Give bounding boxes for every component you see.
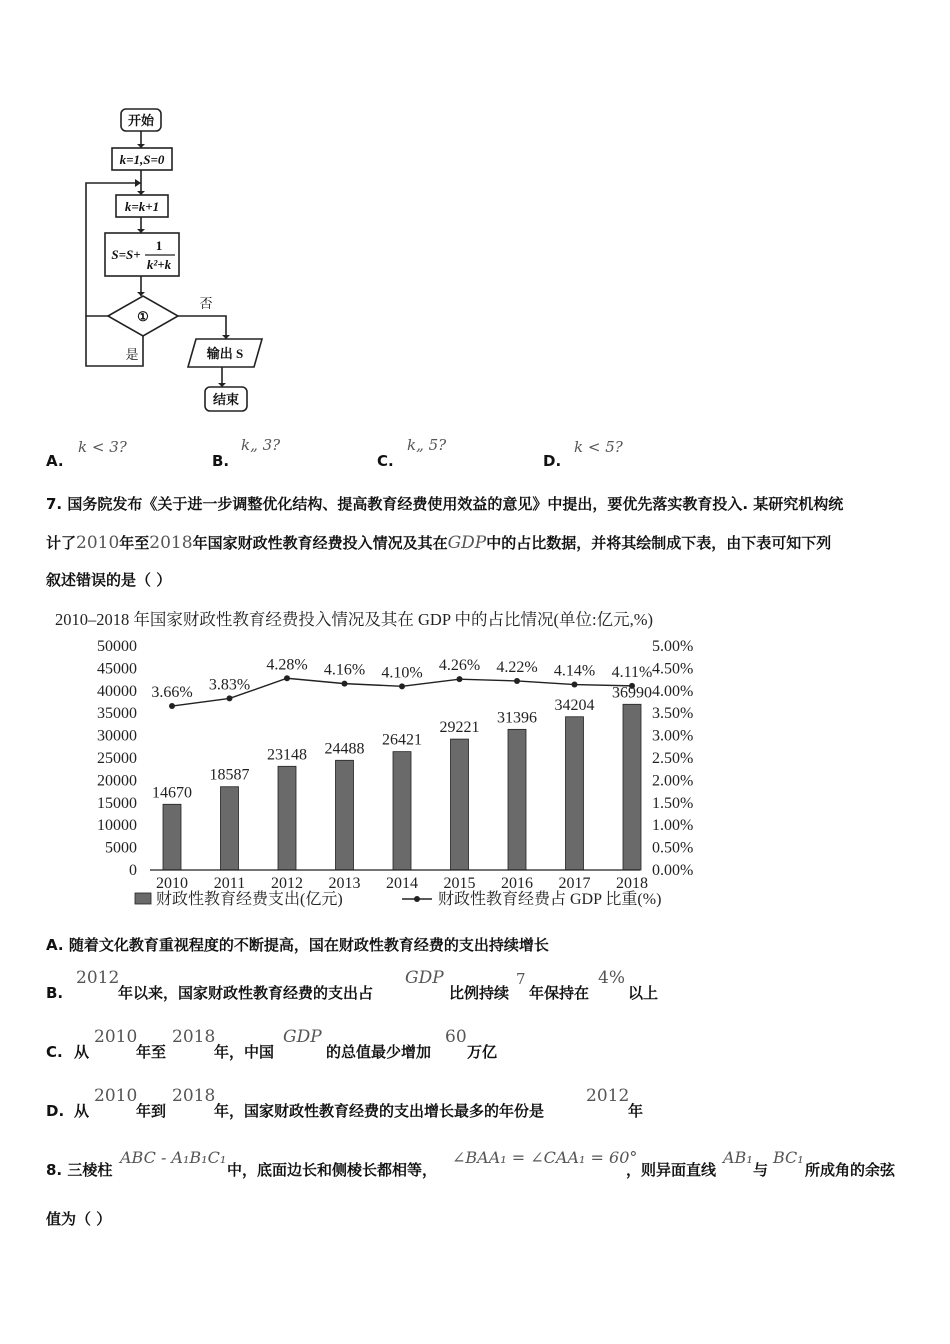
line-value-label: 4.22% (496, 658, 538, 676)
line-value-label: 4.10% (381, 664, 423, 682)
q7-option-c-text-1: 年至 (136, 1043, 167, 1061)
q6-option-b-expr: k„ 3? (241, 436, 281, 454)
q7-option-b-years: 7 (516, 970, 526, 988)
q8-text-3: 与 (753, 1161, 769, 1179)
flow-end-text: 结束 (212, 392, 240, 407)
right-axis-tick-label: 2.00% (652, 772, 694, 790)
flow-sum-den: k²+k (146, 257, 172, 272)
bar (278, 766, 296, 870)
line-value-label: 4.11% (611, 663, 653, 681)
q7-option-c-year-start: 2010 (94, 1027, 138, 1047)
q7-option-d-year-end: 2018 (172, 1086, 216, 1106)
q7-option-c-text-4: 万亿 (467, 1043, 498, 1061)
line-point (514, 678, 520, 684)
q7-line-3: 叙述错误的是（ ） (46, 571, 172, 589)
left-axis-tick-label: 35000 (97, 705, 137, 723)
q7-option-c-label: C. (46, 1043, 63, 1061)
q8-angles: ∠BAA₁ = ∠CAA₁ = 60° (452, 1148, 638, 1167)
right-axis-tick-label: 4.50% (652, 660, 694, 678)
chart-legend (135, 890, 661, 908)
q8-text-2: ，则异面直线 (626, 1161, 717, 1179)
q7-option-c-amount: 60 (445, 1027, 467, 1047)
left-axis-tick-label: 50000 (97, 638, 137, 655)
legend-line-label: 财政性教育经费占 GDP 比重(%) (438, 891, 662, 908)
q7-option-b-year: 2012 (76, 968, 120, 988)
q6-option-a-expr: k < 3? (78, 438, 127, 456)
flow-output-text: 输出 S (206, 346, 244, 361)
q8-line-2: 值为（ ） (46, 1210, 112, 1228)
legend-line-marker (414, 896, 420, 902)
q6-option-c-label: C. (377, 452, 394, 470)
flow-sum-prefix: S=S+ (111, 247, 141, 262)
line-value-label: 4.16% (323, 661, 366, 679)
q7-text: 年至 (119, 534, 150, 552)
q7-option-c-text-3: 的总值最少增加 (326, 1043, 432, 1061)
bar-value-label: 29221 (439, 719, 480, 737)
bar-value-label: 26421 (382, 731, 422, 749)
bar (163, 804, 181, 870)
line-point (227, 695, 233, 701)
x-axis-tick-label: 2010 (156, 875, 188, 892)
bar-value-label: 14670 (152, 784, 192, 802)
q7-line-1: 7. 国务院发布《关于进一步调整优化结构、提高教育经费使用效益的意见》中提出，要优先落实教育投入. 某研究机构统 (46, 495, 844, 513)
line-point (284, 675, 290, 681)
q7-option-b-text-4: 以上 (628, 984, 659, 1002)
bar (508, 729, 526, 870)
left-axis-tick-label: 5000 (105, 839, 137, 857)
x-axis-tick-label: 2015 (443, 875, 476, 892)
bar (566, 717, 584, 870)
q8-line-bc1: BC₁ (773, 1148, 804, 1167)
x-axis-tick-label: 2012 (271, 875, 303, 892)
flow-yes-label: 是 (125, 347, 139, 362)
q8-text-4: 所成角的余弦 (805, 1161, 896, 1179)
bar-value-label: 31396 (497, 709, 537, 727)
q8-text-1: 中，底面边长和侧棱长都相等， (227, 1161, 438, 1179)
flow-sum-num: 1 (155, 238, 163, 253)
left-axis-tick-label: 45000 (97, 660, 137, 678)
q7-text: 中的占比数据，并将其绘制成下表，由下表可知下列 (486, 534, 832, 552)
bar (221, 787, 239, 870)
q7-text: 计了 (46, 534, 77, 552)
legend-bar-swatch (135, 893, 151, 904)
x-axis-tick-label: 2018 (616, 875, 648, 892)
q6-option-a-label: A. (46, 452, 64, 470)
flow-no-label: 否 (199, 296, 213, 311)
x-axis-tick-label: 2016 (501, 875, 533, 892)
right-axis-tick-label: 0.00% (652, 862, 694, 879)
flow-start-text: 开始 (127, 113, 155, 128)
left-axis-tick-label: 0 (129, 862, 137, 879)
flowchart (0, 0, 300, 430)
right-axis-tick-label: 3.00% (652, 727, 694, 745)
line-value-label: 4.14% (553, 662, 596, 680)
right-axis-tick-label: 0.50% (652, 839, 694, 857)
q8-line-ab1: AB₁ (723, 1148, 753, 1167)
line-point (169, 703, 175, 709)
line-point (457, 676, 463, 682)
left-axis-tick-label: 40000 (97, 682, 137, 700)
right-axis-tick-label: 4.00% (652, 682, 694, 700)
q7-option-c-text-0: 从 (74, 1043, 90, 1061)
flow-condition-text: ① (137, 309, 149, 324)
q7-option-a-text: 随着文化教育重视程度的不断提高，国在财政性教育经费的支出持续增长 (68, 936, 549, 954)
line-point (342, 681, 348, 687)
q7-option-b-text-2: 比例持续 (449, 984, 510, 1002)
bar-value-label: 34204 (554, 696, 595, 714)
x-axis-tick-label: 2017 (558, 875, 591, 892)
line-value-label: 3.66% (151, 684, 193, 702)
right-axis-tick-label: 5.00% (652, 638, 694, 655)
q7-option-d-text-0: 从 (74, 1102, 90, 1120)
line-point (572, 682, 578, 688)
q7-year-start: 2010 (76, 533, 120, 553)
bar (336, 760, 354, 870)
q7-gdp: GDP (447, 533, 487, 553)
q7-option-a-label: A. (46, 936, 64, 954)
q7-option-b-gdp: GDP (405, 968, 444, 988)
q7-option-d-text-3: 年 (628, 1102, 644, 1120)
left-axis-tick-label: 10000 (97, 817, 137, 835)
q7-option-b-percent: 4% (598, 968, 625, 988)
q6-option-d-expr: k < 5? (574, 438, 623, 456)
q7-line-2 (46, 533, 831, 553)
right-axis-tick-label: 2.50% (652, 750, 694, 767)
line-value-label: 4.28% (266, 656, 308, 674)
line-point (399, 683, 405, 689)
left-axis-tick-label: 20000 (97, 772, 137, 790)
chart-title: 2010–2018 年国家财政性教育经费投入情况及其在 GDP 中的占比情况(单位:亿元,%) (55, 610, 653, 629)
education-spending-chart (40, 604, 770, 919)
bar-value-label: 24488 (324, 740, 365, 758)
left-axis-tick-label: 25000 (97, 750, 137, 767)
flow-init-text: k=1,S=0 (119, 152, 165, 167)
q7-option-d-year-start: 2010 (94, 1086, 138, 1106)
q7-option-b-text-1: 年以来，国家财政性教育经费的支出占 (118, 984, 374, 1002)
q7-option-d-label: D. (46, 1102, 65, 1120)
bar-value-label: 23148 (267, 746, 307, 764)
q7-text: 年国家财政性教育经费投入情况及其在 (192, 534, 448, 552)
left-axis-tick-label: 15000 (97, 794, 137, 812)
line-value-label: 3.83% (208, 676, 251, 694)
q6-option-c-expr: k„ 5? (407, 436, 447, 454)
q7-option-d-text-1: 年到 (136, 1102, 167, 1120)
x-axis-tick-label: 2014 (386, 875, 418, 892)
q6-option-d-label: D. (543, 452, 562, 470)
line-value-label: 4.26% (438, 657, 481, 675)
q7-option-c-text-2: 年，中国 (214, 1043, 275, 1061)
q8-prism: ABC - A₁B₁C₁ (120, 1148, 227, 1167)
bar (623, 704, 641, 870)
bar-value-label: 18587 (209, 766, 250, 784)
q7-year-end: 2018 (149, 533, 193, 553)
bar (451, 739, 469, 870)
x-axis-tick-label: 2011 (213, 875, 246, 892)
right-axis-tick-label: 1.50% (652, 794, 694, 812)
q7-option-c-year-end: 2018 (172, 1027, 216, 1047)
flow-step-text: k=k+1 (124, 199, 160, 214)
bar-value-label: 36990 (612, 684, 652, 702)
q7-option-c-gdp: GDP (283, 1027, 322, 1047)
left-axis-tick-label: 30000 (97, 727, 137, 745)
q7-option-b-label: B. (46, 984, 64, 1002)
q7-option-a (46, 935, 549, 955)
q7-option-d-text-2: 年，国家财政性教育经费的支出增长最多的年份是 (214, 1102, 545, 1120)
q8-text-0: 8. 三棱柱 (46, 1161, 113, 1179)
right-axis-tick-label: 1.00% (652, 817, 694, 835)
x-axis-tick-label: 2013 (328, 875, 361, 892)
q7-option-d-year: 2012 (586, 1086, 630, 1106)
q6-option-b-label: B. (212, 452, 230, 470)
q7-option-b-text-3: 年保持在 (529, 984, 590, 1002)
legend-bar-label: 财政性教育经费支出(亿元) (156, 891, 343, 908)
bar (393, 752, 411, 870)
right-axis-tick-label: 3.50% (652, 705, 694, 723)
